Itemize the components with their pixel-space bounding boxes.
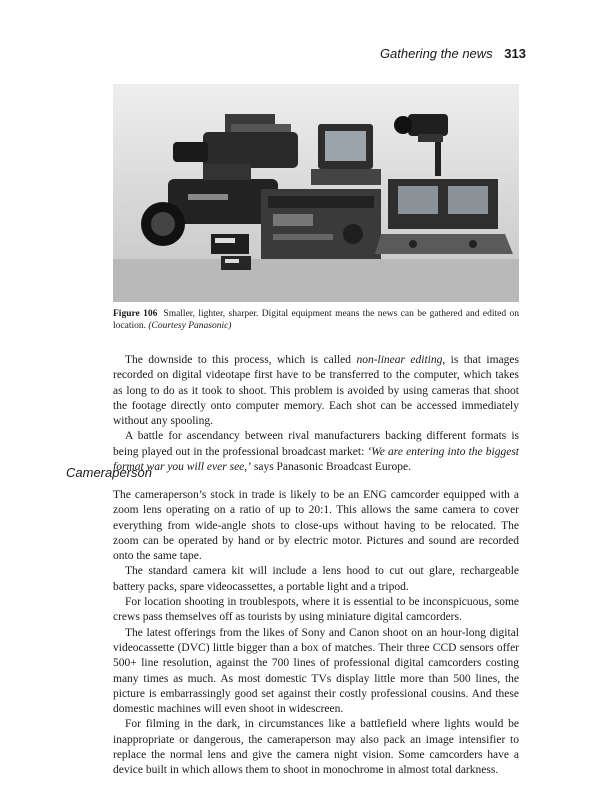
field-monitor bbox=[311, 124, 381, 185]
paragraph: The cameraperson’s stock in trade is likely to be an ENG camcorder equipped with a zoom lens operating on a ratio of up to 20:1. This allows the same camera to cover everything from wide-angle shots to close-ups without having to be relocated. The zoom can be operated by hand or by electric motor. Pictures and sound are recorded onto the same tape. bbox=[113, 489, 519, 563]
page-number: 313 bbox=[504, 46, 526, 61]
video-recorder-deck bbox=[261, 189, 381, 259]
editing-controller bbox=[375, 179, 513, 254]
caption-text: Smaller, lighter, sharper. Digital equipment means the news can be gathered and edited on location. bbox=[113, 309, 519, 331]
term-non-linear-editing: non-linear editing bbox=[356, 354, 443, 366]
section-heading: Cameraperson bbox=[66, 465, 152, 480]
paragraph bbox=[113, 353, 519, 429]
running-head-section: Gathering the news bbox=[379, 46, 493, 61]
running-head bbox=[380, 46, 526, 61]
paragraph: For filming in the dark, in circumstances like a battlefield where lights would be inappropriate or dangerous, the cameraperson may also pack an image intensifier to replace the normal lens and give the camera night vision. Some camcorders have a device built in which allows them to shoot in monochrome in almost total darkness. bbox=[113, 718, 519, 777]
paragraph: The latest offerings from the likes of Sony and Canon shoot on an hour-long digital videocassette (DVC) little bigger than a box of matches. Their three CCD sensors offer 500+ line resolution, against the 700 lines of professional digital camcorders costing many times as much. As most domestic TVs display little more than 500 lines, the picture is embarrassingly good set against their costly professional cousins. And these domestic machines will even shoot in widescreen. bbox=[113, 626, 519, 716]
caption-credit: (Courtesy Panasonic) bbox=[148, 321, 232, 331]
quote: ‘We are entering into the biggest format war you will ever see,’ bbox=[113, 445, 519, 474]
para1-after: , is that images recorded on digital videotape first have to be transferred to the computer, which takes as long to do as it took to shoot. This problem is avoided by using cameras that shoot the footage directly onto computer memory. Each shot can be accessed immediately without any spooling. bbox=[113, 354, 519, 428]
paragraph: For location shooting in troublespots, where it is essential to be inconspicuous, some crews pass themselves off as tourists by using miniature digital camcorders. bbox=[113, 596, 519, 624]
para2-after: says Panasonic Broadcast Europe. bbox=[250, 461, 411, 474]
para1-before: The downside to this process, which is called bbox=[125, 354, 357, 366]
broadcast-equipment-illustration bbox=[113, 84, 519, 302]
intro-text-block bbox=[113, 353, 519, 475]
section-text-block bbox=[113, 488, 519, 779]
paragraph: The standard camera kit will include a lens hood to cut out glare, rechargeable battery packs, spare videocassettes, a portable light and a tripod. bbox=[113, 565, 519, 593]
para2-before: A battle for ascendancy between rival manufacturers backing different formats is being played out in the professional broadcast market: bbox=[113, 430, 519, 458]
figure-label: Figure 106 bbox=[113, 309, 158, 319]
figure-photo bbox=[113, 84, 519, 302]
figure-caption bbox=[113, 308, 519, 332]
paragraph bbox=[113, 429, 519, 475]
